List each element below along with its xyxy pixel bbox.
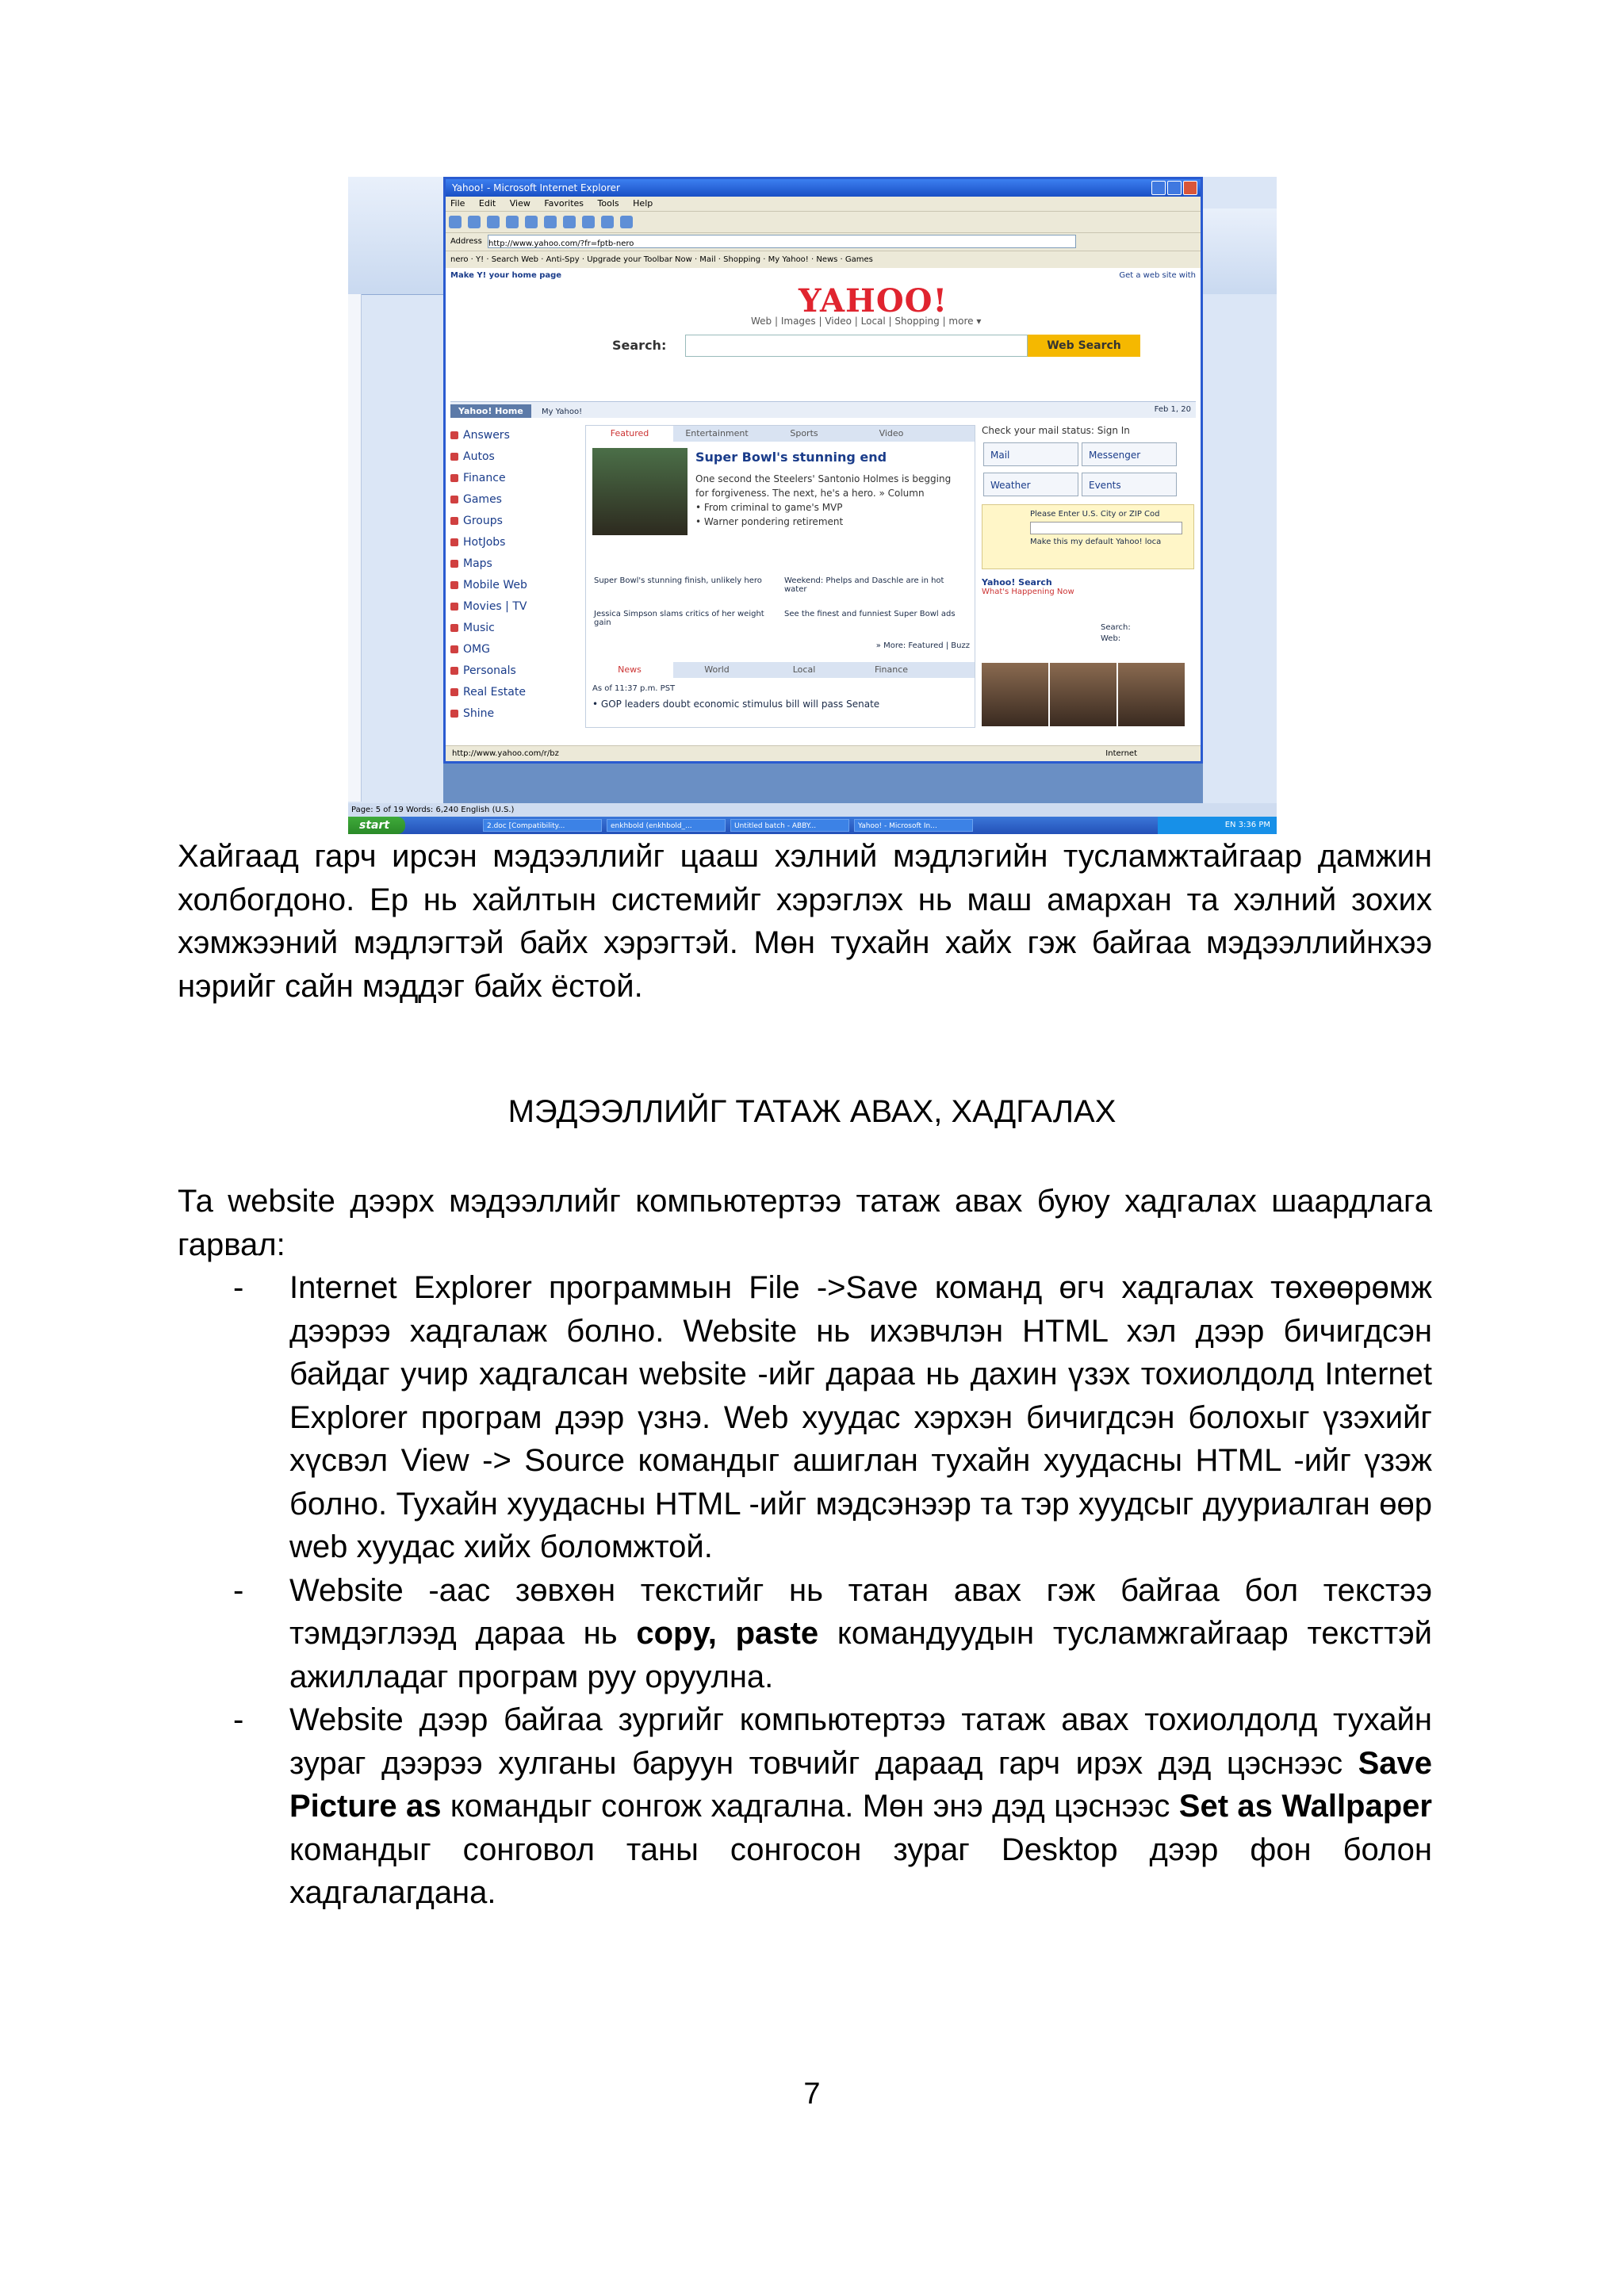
ie-title: Yahoo! - Microsoft Internet Explorer bbox=[452, 182, 620, 193]
stop-icon[interactable] bbox=[487, 216, 500, 228]
ie-address-bar bbox=[446, 233, 1201, 251]
photo-thumbnail[interactable] bbox=[1050, 663, 1116, 726]
vertical-ruler bbox=[348, 294, 362, 802]
bold-commands: copy, paste bbox=[636, 1616, 819, 1651]
news-tabs bbox=[586, 662, 975, 678]
small-search-label: Search: bbox=[1101, 623, 1131, 632]
tab-news[interactable]: News bbox=[586, 662, 673, 678]
list-item bbox=[178, 1569, 1432, 1699]
word-statusbar: Page: 5 of 19 Words: 6,240 English (U.S.) bbox=[348, 803, 1277, 817]
yahoo-featured-panel bbox=[585, 425, 975, 728]
web-search-button[interactable]: Web Search bbox=[1028, 335, 1140, 357]
photo-thumbnail[interactable] bbox=[1118, 663, 1185, 726]
link-groups[interactable]: Groups bbox=[450, 511, 577, 532]
address-label: Address bbox=[450, 237, 482, 246]
make-home-link[interactable]: Make Y! your home page bbox=[450, 271, 562, 280]
story-text: One second the Steelers' Santonio Holmes is begging for forgiveness. The next, he's a hero. » Column bbox=[695, 473, 952, 499]
yahoo-date: Feb 1, 20 bbox=[1154, 405, 1191, 414]
taskbar-item[interactable]: enkhbold (enkhbold_... bbox=[607, 819, 726, 832]
word-right-panel bbox=[1203, 177, 1277, 803]
menu-help[interactable]: Help bbox=[633, 198, 653, 209]
ie-titlebar bbox=[446, 179, 1201, 197]
embedded-screenshot bbox=[348, 177, 1277, 834]
list-dash: - bbox=[233, 1702, 244, 1737]
ie-menubar bbox=[446, 197, 1201, 212]
link-finance[interactable]: Finance bbox=[450, 468, 577, 489]
yahoo-photos bbox=[982, 663, 1196, 726]
mini-story[interactable]: Super Bowl's stunning finish, unlikely hero bbox=[594, 576, 762, 585]
weather-zip-input[interactable] bbox=[1030, 522, 1182, 534]
link-personals[interactable]: Personals bbox=[450, 660, 577, 682]
yahoo-right-panel bbox=[982, 425, 1196, 643]
link-shine[interactable]: Shine bbox=[450, 703, 577, 725]
nav-my-yahoo[interactable]: My Yahoo! bbox=[541, 408, 583, 416]
word-ribbon-left bbox=[348, 177, 443, 295]
list-item-text: Website -аас зөвхөн текстийг нь татан авах гэж байгаа бол текстээ тэмдэглээд дараа нь bbox=[289, 1572, 1432, 1651]
weather-default[interactable]: Make this my default Yahoo! loca bbox=[1030, 538, 1162, 546]
story-headline[interactable]: Super Bowl's stunning end bbox=[695, 450, 887, 465]
paragraph-2: Та website дээрх мэдээллийг компьютертээ татаж авах буюу хадгалах шаардлага гарвал: bbox=[178, 1184, 1432, 1262]
list-item-text: командыг сонгож хадгална. Мөн энэ дэд цэснээс bbox=[441, 1789, 1179, 1824]
link-mobile-web[interactable]: Mobile Web bbox=[450, 575, 577, 596]
mini-story[interactable]: Weekend: Phelps and Daschle are in hot water bbox=[784, 576, 944, 594]
whats-happening[interactable]: What's Happening Now bbox=[982, 588, 1074, 596]
word-left-panel bbox=[348, 177, 443, 803]
tab-local[interactable]: Local bbox=[792, 664, 816, 675]
news-item[interactable]: • GOP leaders doubt economic stimulus bill will pass Senate bbox=[592, 699, 880, 710]
list-dash: - bbox=[233, 1572, 244, 1608]
yahoo-logo[interactable]: YAHOO! bbox=[799, 282, 948, 320]
tab-sports[interactable]: Sports bbox=[790, 428, 818, 438]
link-music[interactable]: Music bbox=[450, 618, 577, 639]
story-bullet[interactable]: • From criminal to game's MVP bbox=[695, 502, 843, 513]
menu-tools[interactable]: Tools bbox=[597, 198, 619, 209]
yahoo-toolbar[interactable]: nero · Y! · Search Web · Anti-Spy · Upgrade your Toolbar Now · Mail · Shopping · My Yahoo! · News · Games bbox=[446, 251, 1201, 270]
paragraph-1: Хайгаад гарч ирсэн мэдээллийг цааш хэлний мэдлэгийн тусламжтайгаар дамжин холбогдоно. Ер нь хайлтын системийг хэрэглэх нь маш амархан та хэлний зохих хэмжээний мэдлэгтэй байх хэрэгтэй. Мөн тухайн хайх гэж байгаа мэдээллийнхээ нэрийг сайн мэддэг байх ёстой. bbox=[178, 839, 1432, 1004]
link-hotjobs[interactable]: HotJobs bbox=[450, 532, 577, 553]
story-photo[interactable] bbox=[592, 448, 688, 535]
list-item-text: Website дээр байгаа зургийг компьютертээ татаж авах тохиолдолд тухайн зураг дээрээ хулганы баруун товчийг дараад гарч ирэх дэд цэснээс bbox=[289, 1702, 1432, 1781]
taskbar-item[interactable]: 2.doc [Compatibility... bbox=[483, 819, 602, 832]
yahoo-page bbox=[446, 268, 1201, 728]
yahoo-left-links bbox=[450, 425, 577, 725]
yahoo-nav-bar bbox=[450, 401, 1196, 418]
menu-file[interactable]: File bbox=[450, 198, 465, 209]
link-omg[interactable]: OMG bbox=[450, 639, 577, 660]
yahoo-search-small[interactable]: Yahoo! Search bbox=[982, 577, 1052, 588]
nav-yahoo-home[interactable]: Yahoo! Home bbox=[450, 404, 531, 418]
more-link[interactable]: » More: Featured | Buzz bbox=[875, 641, 970, 650]
link-movies-tv[interactable]: Movies | TV bbox=[450, 596, 577, 618]
refresh-icon[interactable] bbox=[506, 216, 519, 228]
favorites-icon[interactable] bbox=[563, 216, 576, 228]
story-bullet[interactable]: • Warner pondering retirement bbox=[695, 516, 844, 527]
close-icon[interactable] bbox=[1183, 181, 1197, 195]
history-icon[interactable] bbox=[582, 216, 595, 228]
mail-icon[interactable] bbox=[601, 216, 614, 228]
mini-story[interactable]: Jessica Simpson slams critics of her weight gain bbox=[594, 610, 764, 627]
page-number: 7 bbox=[803, 2077, 821, 2111]
weather-prompt: Please Enter U.S. City or ZIP Cod bbox=[1030, 510, 1160, 519]
yahoo-search-input[interactable] bbox=[685, 335, 1028, 357]
featured-tabs bbox=[586, 426, 975, 442]
search-label: Search: bbox=[612, 338, 667, 353]
list-item bbox=[178, 1698, 1432, 1915]
address-value: http://www.yahoo.com/?fr=fptb-nero bbox=[488, 239, 634, 248]
mail-status[interactable]: Check your mail status: Sign In bbox=[982, 425, 1130, 436]
tab-world[interactable]: World bbox=[704, 664, 730, 675]
link-games[interactable]: Games bbox=[450, 489, 577, 511]
tab-featured[interactable]: Featured bbox=[586, 426, 673, 442]
menu-edit[interactable]: Edit bbox=[478, 198, 496, 209]
search-tabs[interactable]: Web | Images | Video | Local | Shopping | more ▾ bbox=[751, 316, 982, 327]
list-dash: - bbox=[233, 1270, 244, 1305]
messenger-button[interactable]: Messenger bbox=[1082, 442, 1177, 466]
tab-entertainment[interactable]: Entertainment bbox=[685, 428, 749, 438]
ie-window bbox=[443, 177, 1203, 764]
events-button[interactable]: Events bbox=[1082, 473, 1177, 496]
menu-favorites[interactable]: Favorites bbox=[544, 198, 584, 209]
start-button[interactable]: start bbox=[348, 817, 405, 834]
taskbar bbox=[348, 817, 1277, 834]
get-site-link[interactable]: Get a web site with bbox=[1119, 271, 1196, 280]
link-autos[interactable]: Autos bbox=[450, 446, 577, 468]
bold-command: Save Picture as bbox=[289, 1745, 1432, 1824]
instruction-list bbox=[178, 1266, 1432, 1915]
tab-news-finance[interactable]: Finance bbox=[874, 664, 909, 675]
story-body bbox=[695, 472, 965, 529]
tab-video[interactable]: Video bbox=[879, 428, 904, 438]
list-item-text: командыг сонговол таны сонгосон зураг Desktop дээр фон болон хадгалагдана. bbox=[289, 1832, 1432, 1910]
status-url: http://www.yahoo.com/r/bz bbox=[452, 749, 559, 758]
address-input[interactable] bbox=[488, 235, 1076, 248]
mini-story[interactable]: See the finest and funniest Super Bowl ads bbox=[784, 610, 956, 618]
ie-toolbar bbox=[446, 212, 1201, 233]
taskbar-item[interactable]: Untitled batch - ABBY... bbox=[730, 819, 849, 832]
ie-statusbar bbox=[446, 745, 1201, 761]
minimize-icon[interactable] bbox=[1151, 181, 1166, 195]
search-icon[interactable] bbox=[544, 216, 557, 228]
menu-view[interactable]: View bbox=[509, 198, 530, 209]
status-zone: Internet bbox=[1105, 749, 1137, 758]
system-tray: EN 3:36 PM bbox=[1158, 817, 1277, 834]
word-ribbon-right bbox=[1203, 209, 1277, 294]
section-heading: МЭДЭЭЛЛИЙГ ТАТАЖ АВАХ, ХАДГАЛАХ bbox=[508, 1094, 1116, 1129]
taskbar-item[interactable]: Yahoo! - Microsoft In... bbox=[854, 819, 973, 832]
list-item-text: Internet Explorer программын File ->Save команд өгч хадгалах төхөөрөмж дээрээ хадгалаж болно. Website нь ихэвчлэн HTML хэл дээр бичигдсэн байдаг учир хадгалсан website -ийг дараа нь дахин үзэх тохиолдолд Internet Explorer програм дээр үзнэ. Web хуудас хэрхэн бичигдсэн болохыг үзэхийг хүсвэл View -> Source командыг ашиглан тухайн хуудасны HTML -ийг үзэж болно. Тухайн хуудасны HTML -ийг мэдсэнээр та тэр хуудсыг дууриалган өөр web хуудас хийх боломжтой. bbox=[289, 1270, 1432, 1564]
print-icon[interactable] bbox=[620, 216, 633, 228]
link-maps[interactable]: Maps bbox=[450, 553, 577, 575]
home-icon[interactable] bbox=[525, 216, 538, 228]
mail-button[interactable]: Mail bbox=[983, 442, 1078, 466]
bold-command: Set as Wallpaper bbox=[1178, 1789, 1432, 1824]
forward-icon[interactable] bbox=[468, 216, 481, 228]
weather-button[interactable]: Weather bbox=[983, 473, 1078, 496]
news-time: As of 11:37 p.m. PST bbox=[592, 684, 676, 693]
list-item bbox=[178, 1266, 1432, 1569]
small-web-label: Web: bbox=[1101, 634, 1121, 643]
link-real-estate[interactable]: Real Estate bbox=[450, 682, 577, 703]
weather-widget bbox=[982, 504, 1194, 569]
photo-thumbnail[interactable] bbox=[982, 663, 1048, 726]
list-item-text: командуудын тусламжгайгаар тексттэй ажилладаг програм руу оруулна. bbox=[289, 1616, 1432, 1694]
maximize-icon[interactable] bbox=[1167, 181, 1182, 195]
back-icon[interactable] bbox=[449, 216, 462, 228]
link-answers[interactable]: Answers bbox=[450, 425, 577, 446]
